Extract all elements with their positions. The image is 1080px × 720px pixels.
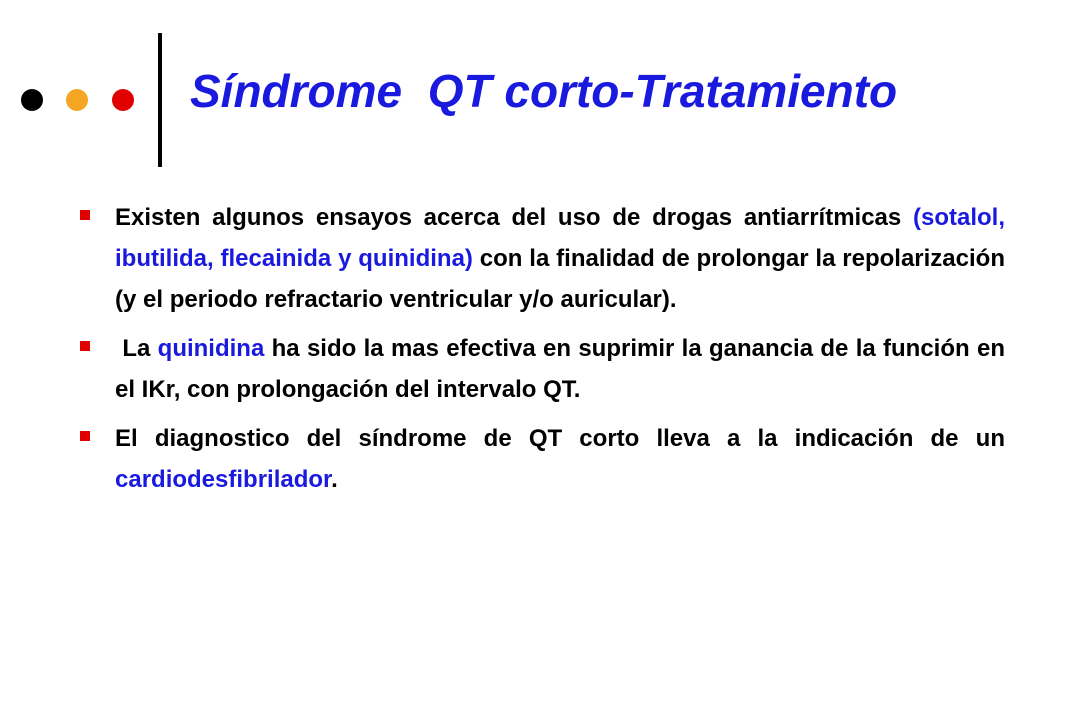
cardiodesfibrilador-highlight: cardiodesfibrilador <box>115 466 332 493</box>
bullet-text-segment: con la finalidad de prolongar la repolarización (y el periodo refractario ventricular y/o auricular). <box>115 245 1005 313</box>
bullet-item <box>80 197 1005 320</box>
bullet-item <box>80 418 1005 500</box>
slide-title: Síndrome QT corto-Tratamiento <box>190 65 898 117</box>
quinidina-highlight: quinidina <box>157 335 265 362</box>
square-bullet-icon <box>80 431 90 441</box>
bullet-text-segment: Existen algunos ensayos acerca del uso de drogas antiarrítmicas <box>115 204 913 231</box>
decorative-dot-red <box>112 89 134 111</box>
drug-list-highlight: (sotalol, ibutilida, flecainida y quinidina) <box>115 204 1005 272</box>
decorative-dot-black <box>21 89 43 111</box>
bullet-list <box>80 197 1005 508</box>
square-bullet-icon <box>80 341 90 351</box>
square-bullet-icon <box>80 210 90 220</box>
bullet-text-segment: La <box>115 335 158 362</box>
bullet-text-segment: . <box>331 466 338 493</box>
bullet-text-segment: El diagnostico del síndrome de QT corto lleva a la indicación de un <box>115 425 1005 452</box>
decorative-dot-orange <box>66 89 88 111</box>
bullet-text-segment: ha sido la mas efectiva en suprimir la ganancia de la función en el IKr, con prolongación del intervalo QT. <box>115 335 1005 403</box>
bullet-item <box>80 328 1005 410</box>
title-divider-bar <box>158 33 162 167</box>
